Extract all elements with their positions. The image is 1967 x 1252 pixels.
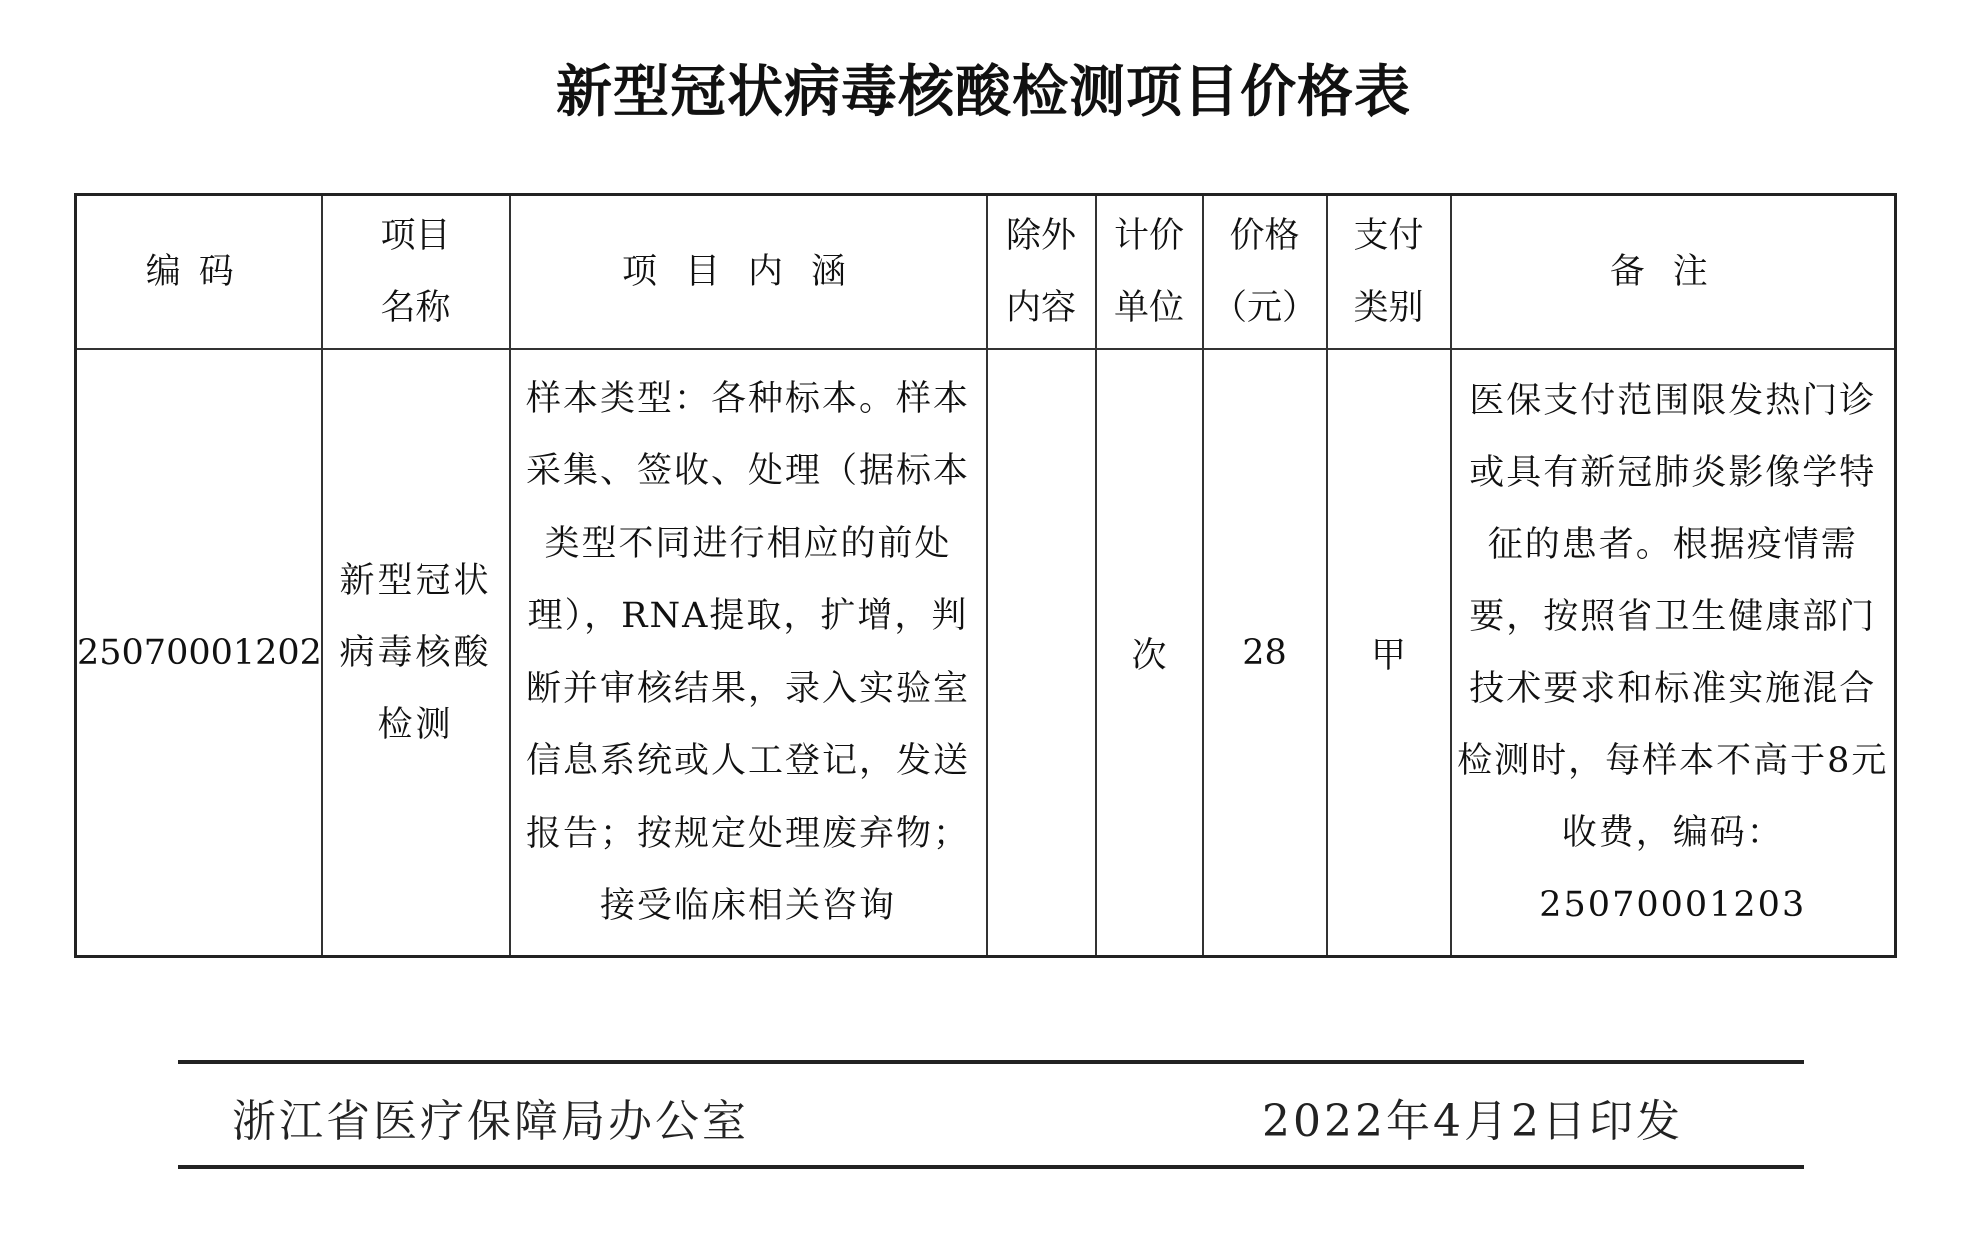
cell-payment-category: 甲 xyxy=(1327,349,1451,957)
header-unit-line1: 计价 xyxy=(1113,216,1184,256)
header-exclusions-line1: 除外 xyxy=(1005,216,1076,256)
footer-issuer: 浙江省医疗保障局办公室 xyxy=(232,1096,749,1147)
footer-bottom-rule xyxy=(178,1165,1804,1169)
footer-date: 2022年4月2日印发 xyxy=(1262,1096,1683,1147)
header-name-line1: 项目 xyxy=(380,216,451,256)
header-price-line2: （元） xyxy=(1211,288,1317,328)
header-exclusions xyxy=(987,195,1096,350)
header-unit xyxy=(1096,195,1203,350)
header-name xyxy=(322,195,510,350)
cell-unit: 次 xyxy=(1096,349,1203,957)
header-payment xyxy=(1327,195,1451,350)
price-table xyxy=(74,193,1897,958)
header-name-line2: 名称 xyxy=(380,288,451,328)
header-unit-line2: 单位 xyxy=(1113,288,1184,328)
header-payment-line2: 类别 xyxy=(1353,288,1424,328)
cell-code: 25070001202 xyxy=(76,349,322,957)
header-code: 编码 xyxy=(76,195,322,350)
header-row xyxy=(76,195,1896,350)
cell-name: 新型冠状病毒核酸检测 xyxy=(322,349,510,957)
cell-remarks: 医保支付范围限发热门诊或具有新冠肺炎影像学特征的患者。根据疫情需要，按照省卫生健康部门技术要求和标准实施混合检测时，每样本不高于8元收费，编码：25070001203 xyxy=(1451,349,1896,957)
header-content: 项目内涵 xyxy=(510,195,987,350)
page-title: 新型冠状病毒核酸检测项目价格表 xyxy=(556,60,1411,125)
cell-content: 样本类型：各种标本。样本采集、签收、处理（据标本类型不同进行相应的前处理），RNA提取，扩增，判断并审核结果，录入实验室信息系统或人工登记，发送报告；按规定处理废弃物；接受临床相关咨询 xyxy=(510,349,987,957)
header-price-line1: 价格 xyxy=(1229,216,1300,256)
table-row xyxy=(76,349,1896,957)
cell-price: 28 xyxy=(1203,349,1327,957)
cell-exclusions xyxy=(987,349,1096,957)
header-price xyxy=(1203,195,1327,350)
footer-top-rule xyxy=(178,1060,1804,1064)
header-payment-line1: 支付 xyxy=(1353,216,1424,256)
header-exclusions-line2: 内容 xyxy=(1005,288,1076,328)
header-remarks: 备注 xyxy=(1451,195,1896,350)
